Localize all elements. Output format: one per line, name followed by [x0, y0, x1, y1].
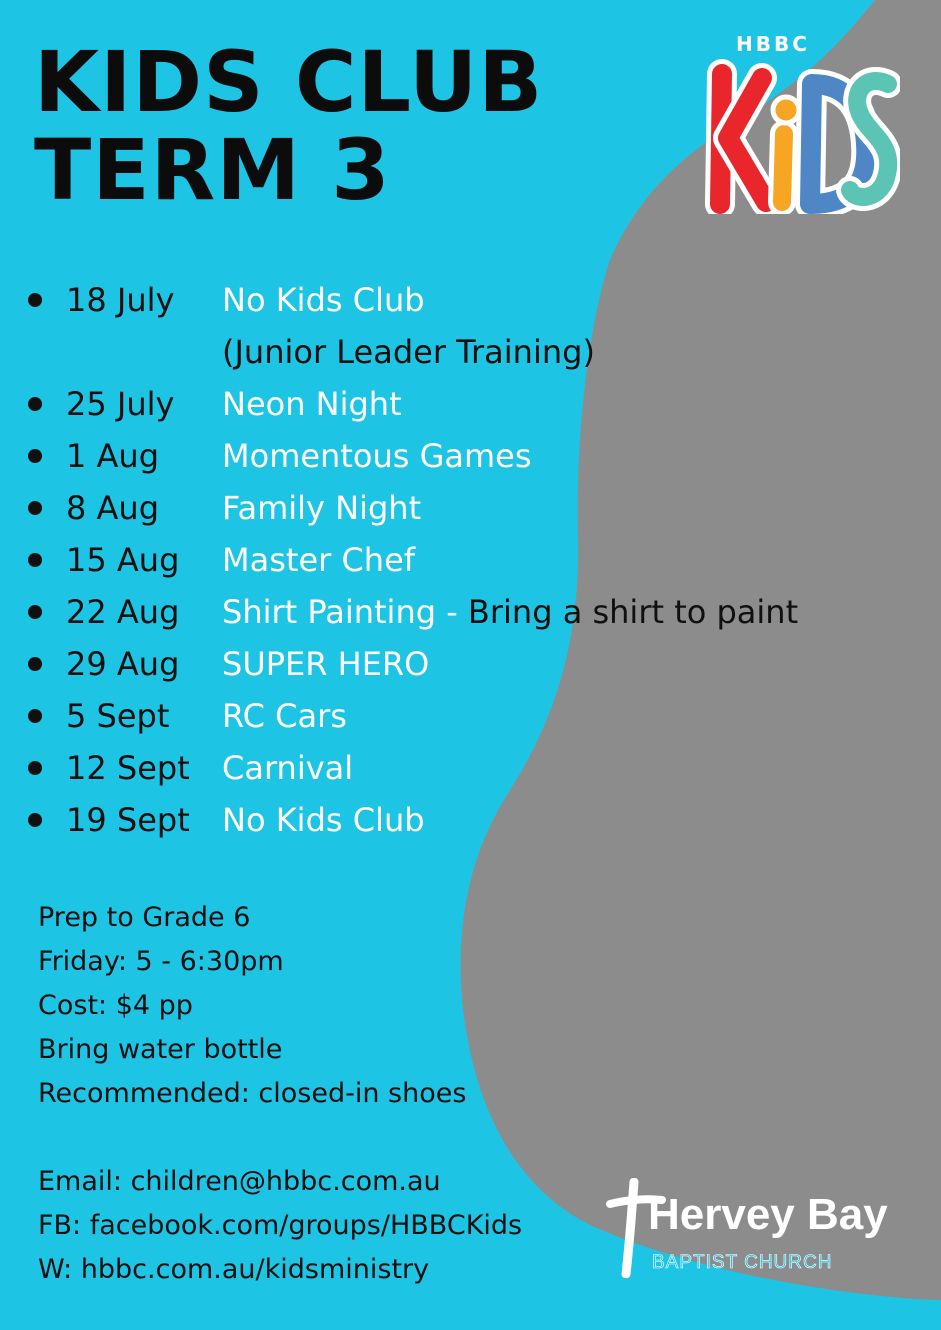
title-line-2: TERM 3: [34, 121, 391, 219]
schedule-event: Neon Night: [222, 385, 402, 423]
logo-hbbc-text: HBBC: [736, 32, 810, 56]
bring-text: Bring water bottle: [38, 1034, 283, 1065]
schedule-event: RC Cars: [222, 697, 347, 735]
schedule-event-note: (Junior Leader Training): [222, 333, 595, 371]
page-title: [34, 33, 544, 219]
grades-text: Prep to Grade 6: [38, 902, 251, 933]
schedule-date: 19 Sept: [66, 801, 190, 839]
cost-text: Cost: $4 pp: [38, 990, 193, 1021]
email-text[interactable]: Email: children@hbbc.com.au: [38, 1166, 441, 1197]
schedule-date: 22 Aug: [66, 593, 180, 631]
schedule-date: 5 Sept: [66, 697, 170, 735]
schedule-event: Carnival: [222, 749, 354, 787]
bullet-icon: [28, 501, 42, 515]
schedule-event-note: Bring a shirt to paint: [467, 593, 799, 631]
bullet-icon: [28, 553, 42, 567]
schedule-date: 15 Aug: [66, 541, 180, 579]
logo-letter-k: [720, 74, 766, 204]
title-line-1: KIDS CLUB: [34, 33, 544, 131]
schedule-event: Family Night: [222, 489, 422, 527]
bullet-icon: [28, 709, 42, 723]
logo-letter-i: [773, 97, 799, 202]
website-text[interactable]: W: hbbc.com.au/kidsministry: [38, 1254, 430, 1285]
church-logo: [606, 1178, 906, 1278]
schedule-date: 25 July: [66, 385, 175, 423]
bullet-icon: [28, 605, 42, 619]
bullet-icon: [28, 293, 42, 307]
schedule-date: 29 Aug: [66, 645, 180, 683]
bullet-icon: [28, 449, 42, 463]
time-text: Friday: 5 - 6:30pm: [38, 946, 284, 977]
info-block: [38, 896, 522, 1292]
schedule-date: 12 Sept: [66, 749, 190, 787]
schedule-date: 1 Aug: [66, 437, 160, 475]
church-name: Hervey Bay: [648, 1190, 888, 1239]
bullet-icon: [28, 657, 42, 671]
bullet-icon: [28, 397, 42, 411]
schedule-date: 8 Aug: [66, 489, 160, 527]
schedule-event: Master Chef: [222, 541, 416, 579]
recommended-text: Recommended: closed-in shoes: [38, 1078, 467, 1109]
spacer: [38, 1116, 522, 1160]
hbbc-kids-logo: [700, 32, 900, 212]
schedule-event: No Kids Club: [222, 801, 425, 839]
schedule-event: [222, 586, 798, 638]
schedule-event: [222, 274, 595, 378]
church-subtitle: BAPTIST CHURCH: [652, 1252, 833, 1273]
schedule-event-title: No Kids Club: [222, 281, 425, 319]
bullet-icon: [28, 813, 42, 827]
schedule-event: SUPER HERO: [222, 645, 430, 683]
schedule-date: 18 July: [66, 281, 175, 319]
bullet-icon: [28, 761, 42, 775]
schedule-event-title: Shirt Painting -: [222, 593, 468, 631]
facebook-text[interactable]: FB: facebook.com/groups/HBBCKids: [38, 1210, 523, 1241]
kids-letters-icon: [700, 54, 900, 214]
schedule-event: Momentous Games: [222, 437, 532, 475]
